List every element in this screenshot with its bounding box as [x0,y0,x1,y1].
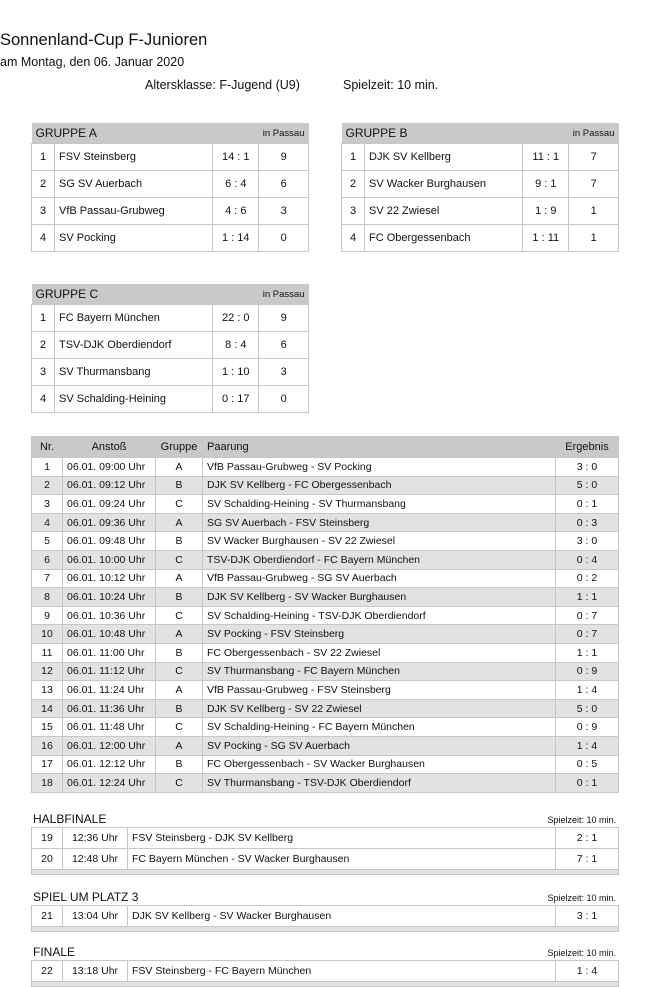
third-place-table [31,905,619,932]
standing-row [32,144,309,171]
group-location: in Passau [259,123,309,144]
match-group: A [156,736,203,755]
kickoff-time: 13:18 Uhr [63,961,128,982]
goals: 9 : 1 [523,171,569,198]
kickoff-time: 06.01. 11:24 Uhr [63,681,156,700]
team-name: SV Schalding-Heining [55,386,213,413]
team-name: SG SV Auerbach [55,171,213,198]
group-name: GRUPPE C [32,284,259,305]
result: 3 : 1 [556,906,619,927]
tournament-title: Sonnenland-Cup F-Junioren [0,31,208,49]
match-group: B [156,643,203,662]
pairing: FC Obergessenbach - SV 22 Zwiesel [203,643,556,662]
standing-row [342,225,619,252]
pairing: SV Thurmansbang - TSV-DJK Oberdiendorf [203,774,556,793]
goals: 0 : 17 [213,386,259,413]
result: 1 : 4 [556,736,619,755]
kickoff-time: 06.01. 10:12 Uhr [63,569,156,588]
result: 3 : 0 [556,458,619,477]
match-number: 9 [32,606,63,625]
match-row [32,718,619,737]
group-table-b [341,123,619,252]
team-name: SV Wacker Burghausen [365,171,523,198]
schedule-header [32,437,619,458]
third-place-play-time: Spielzeit: 10 min. [547,893,616,903]
match-group: C [156,606,203,625]
position: 2 [32,171,55,198]
pairing: TSV-DJK Oberdiendorf - FC Bayern München [203,550,556,569]
match-number: 13 [32,681,63,700]
team-name: TSV-DJK Oberdiendorf [55,332,213,359]
match-row [32,699,619,718]
kickoff-time: 06.01. 11:36 Uhr [63,699,156,718]
semifinal-title: HALBFINALE [33,812,107,826]
result: 1 : 1 [556,643,619,662]
pairing: DJK SV Kellberg - SV Wacker Burghausen [203,588,556,607]
result: 0 : 3 [556,513,619,532]
match-group: A [156,681,203,700]
match-number: 20 [32,849,63,870]
match-row [32,662,619,681]
goals: 14 : 1 [213,144,259,171]
play-time: Spielzeit: 10 min. [343,78,439,92]
pairing: SV Schalding-Heining - FC Bayern München [203,718,556,737]
goals: 8 : 4 [213,332,259,359]
group-name: GRUPPE A [32,123,259,144]
match-number: 7 [32,569,63,588]
match-number: 14 [32,699,63,718]
pairing: SV Pocking - SG SV Auerbach [203,736,556,755]
result: 7 : 1 [556,849,619,870]
match-row [32,569,619,588]
result: 0 : 5 [556,755,619,774]
standing-row [32,332,309,359]
kickoff-time: 12:48 Uhr [63,849,128,870]
points: 9 [259,144,309,171]
standing-row [32,171,309,198]
kickoff-time: 13:04 Uhr [63,906,128,927]
match-number: 16 [32,736,63,755]
standing-row [342,144,619,171]
position: 2 [32,332,55,359]
points: 7 [569,144,619,171]
kickoff-time: 06.01. 10:48 Uhr [63,625,156,644]
pairing: FSV Steinsberg - DJK SV Kellberg [128,828,556,849]
result: 0 : 1 [556,495,619,514]
third-place-title: SPIEL UM PLATZ 3 [33,890,139,904]
pairing: VfB Passau-Grubweg - SV Pocking [203,458,556,477]
col-kickoff: Anstoß [63,437,156,458]
match-group: C [156,495,203,514]
points: 6 [259,332,309,359]
result: 0 : 7 [556,606,619,625]
table-footer [32,927,619,932]
goals: 1 : 11 [523,225,569,252]
age-class: Altersklasse: F-Jugend (U9) [145,78,300,92]
match-row [32,736,619,755]
kickoff-time: 06.01. 09:48 Uhr [63,532,156,551]
points: 1 [569,225,619,252]
match-number: 10 [32,625,63,644]
col-nr: Nr. [32,437,63,458]
match-group: C [156,774,203,793]
match-row [32,476,619,495]
position: 2 [342,171,365,198]
pairing: FC Obergessenbach - SV Wacker Burghausen [203,755,556,774]
final-table [31,960,619,987]
match-group: A [156,513,203,532]
team-name: SV 22 Zwiesel [365,198,523,225]
team-name: VfB Passau-Grubweg [55,198,213,225]
team-name: FC Bayern München [55,305,213,332]
match-row [32,755,619,774]
match-row [32,774,619,793]
team-name: FSV Steinsberg [55,144,213,171]
match-number: 21 [32,906,63,927]
result: 0 : 9 [556,662,619,681]
match-row [32,606,619,625]
table-footer [32,870,619,875]
goals: 1 : 9 [523,198,569,225]
result: 2 : 1 [556,828,619,849]
result: 0 : 4 [556,550,619,569]
match-group: B [156,588,203,607]
goals: 22 : 0 [213,305,259,332]
result: 5 : 0 [556,699,619,718]
position: 4 [32,386,55,413]
kickoff-time: 06.01. 12:12 Uhr [63,755,156,774]
position: 1 [342,144,365,171]
position: 3 [342,198,365,225]
team-name: DJK SV Kellberg [365,144,523,171]
group-table-a [31,123,309,252]
match-group: B [156,755,203,774]
match-row [32,550,619,569]
match-number: 1 [32,458,63,477]
match-row [32,906,619,927]
standing-row [32,305,309,332]
result: 0 : 1 [556,774,619,793]
match-row [32,849,619,870]
result: 0 : 7 [556,625,619,644]
points: 6 [259,171,309,198]
team-name: FC Obergessenbach [365,225,523,252]
group-name: GRUPPE B [342,123,569,144]
goals: 6 : 4 [213,171,259,198]
match-group: A [156,569,203,588]
pairing: DJK SV Kellberg - FC Obergessenbach [203,476,556,495]
result: 1 : 1 [556,588,619,607]
position: 3 [32,359,55,386]
match-number: 11 [32,643,63,662]
semifinal-play-time: Spielzeit: 10 min. [547,815,616,825]
final-play-time: Spielzeit: 10 min. [547,948,616,958]
match-group: A [156,625,203,644]
result: 5 : 0 [556,476,619,495]
result: 0 : 9 [556,718,619,737]
match-row [32,513,619,532]
goals: 11 : 1 [523,144,569,171]
match-group: B [156,699,203,718]
goals: 4 : 6 [213,198,259,225]
match-row [32,643,619,662]
points: 3 [259,198,309,225]
kickoff-time: 06.01. 12:24 Uhr [63,774,156,793]
match-row [32,495,619,514]
match-row [32,828,619,849]
pairing: SV Pocking - FSV Steinsberg [203,625,556,644]
position: 1 [32,144,55,171]
result: 3 : 0 [556,532,619,551]
match-number: 22 [32,961,63,982]
kickoff-time: 06.01. 11:48 Uhr [63,718,156,737]
match-number: 17 [32,755,63,774]
points: 0 [259,386,309,413]
semifinal-table [31,827,619,875]
match-group: C [156,550,203,569]
standing-row [32,225,309,252]
match-number: 5 [32,532,63,551]
col-result: Ergebnis [556,437,619,458]
pairing: FC Bayern München - SV Wacker Burghausen [128,849,556,870]
kickoff-time: 06.01. 11:00 Uhr [63,643,156,662]
col-pairing: Paarung [203,437,556,458]
match-number: 18 [32,774,63,793]
match-number: 3 [32,495,63,514]
pairing: DJK SV Kellberg - SV Wacker Burghausen [128,906,556,927]
match-number: 4 [32,513,63,532]
pairing: SV Schalding-Heining - SV Thurmansbang [203,495,556,514]
standing-row [342,198,619,225]
result: 1 : 4 [556,681,619,700]
kickoff-time: 06.01. 09:36 Uhr [63,513,156,532]
standing-row [32,198,309,225]
table-footer [32,982,619,987]
pairing: SV Schalding-Heining - TSV-DJK Oberdiendorf [203,606,556,625]
pairing: DJK SV Kellberg - SV 22 Zwiesel [203,699,556,718]
match-group: B [156,476,203,495]
match-number: 6 [32,550,63,569]
position: 4 [32,225,55,252]
standing-row [32,359,309,386]
match-group: A [156,458,203,477]
kickoff-time: 06.01. 10:00 Uhr [63,550,156,569]
position: 4 [342,225,365,252]
tournament-date: am Montag, den 06. Januar 2020 [0,55,185,69]
kickoff-time: 06.01. 09:24 Uhr [63,495,156,514]
goals: 1 : 14 [213,225,259,252]
kickoff-time: 06.01. 11:12 Uhr [63,662,156,681]
position: 3 [32,198,55,225]
match-row [32,625,619,644]
match-group: C [156,718,203,737]
match-schedule [31,436,619,793]
match-row [32,961,619,982]
pairing: SV Wacker Burghausen - SV 22 Zwiesel [203,532,556,551]
kickoff-time: 06.01. 10:24 Uhr [63,588,156,607]
pairing: VfB Passau-Grubweg - FSV Steinsberg [203,681,556,700]
pairing: FSV Steinsberg - FC Bayern München [128,961,556,982]
position: 1 [32,305,55,332]
pairing: VfB Passau-Grubweg - SG SV Auerbach [203,569,556,588]
team-name: SV Pocking [55,225,213,252]
group-location: in Passau [569,123,619,144]
match-group: B [156,532,203,551]
match-number: 19 [32,828,63,849]
col-group: Gruppe [156,437,203,458]
group-table-c [31,284,309,413]
kickoff-time: 06.01. 12:00 Uhr [63,736,156,755]
points: 1 [569,198,619,225]
kickoff-time: 06.01. 09:00 Uhr [63,458,156,477]
result: 0 : 2 [556,569,619,588]
points: 7 [569,171,619,198]
pairing: SV Thurmansbang - FC Bayern München [203,662,556,681]
standing-row [32,386,309,413]
points: 9 [259,305,309,332]
match-row [32,681,619,700]
kickoff-time: 06.01. 09:12 Uhr [63,476,156,495]
match-row [32,458,619,477]
goals: 1 : 10 [213,359,259,386]
match-number: 15 [32,718,63,737]
group-location: in Passau [259,284,309,305]
match-group: C [156,662,203,681]
kickoff-time: 06.01. 10:36 Uhr [63,606,156,625]
match-number: 12 [32,662,63,681]
result: 1 : 4 [556,961,619,982]
final-title: FINALE [33,945,76,959]
points: 3 [259,359,309,386]
points: 0 [259,225,309,252]
match-number: 8 [32,588,63,607]
match-row [32,532,619,551]
team-name: SV Thurmansbang [55,359,213,386]
match-number: 2 [32,476,63,495]
pairing: SG SV Auerbach - FSV Steinsberg [203,513,556,532]
match-row [32,588,619,607]
kickoff-time: 12:36 Uhr [63,828,128,849]
standing-row [342,171,619,198]
